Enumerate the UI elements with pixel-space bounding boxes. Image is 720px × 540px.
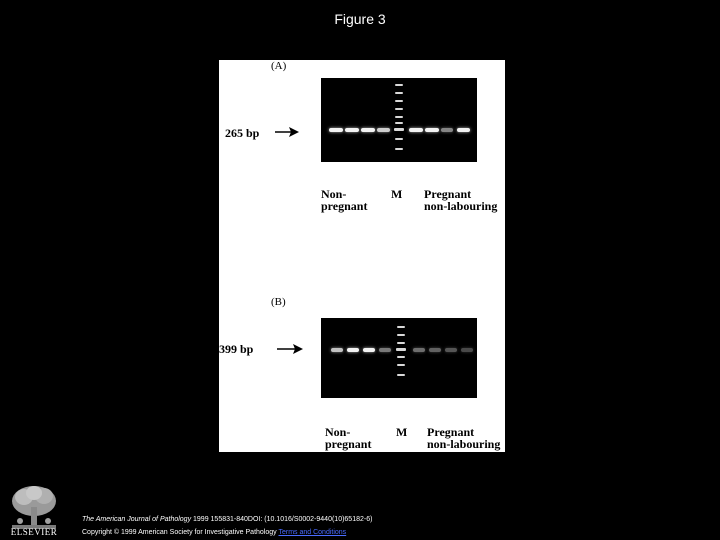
band-b-lane-8 bbox=[461, 348, 473, 352]
ladder-a-6 bbox=[395, 122, 403, 124]
group-label-b-left-line1: Non- bbox=[325, 425, 351, 439]
group-label-a-right-line1: Pregnant bbox=[424, 187, 472, 201]
group-label-a-nonpregnant bbox=[321, 188, 367, 212]
marker-label-a: M bbox=[391, 187, 403, 201]
band-b-lane-6 bbox=[429, 348, 441, 352]
ladder-b-7 bbox=[397, 374, 405, 376]
group-label-b-pregnant bbox=[427, 426, 500, 450]
band-b-lane-5 bbox=[413, 348, 425, 352]
band-a-lane-8 bbox=[457, 128, 470, 132]
band-b-lane-2 bbox=[347, 348, 359, 352]
band-a-lane-6 bbox=[425, 128, 439, 132]
group-label-a-left-line2: pregnant bbox=[321, 199, 368, 213]
band-a-lane-7 bbox=[441, 128, 453, 132]
copyright-line bbox=[82, 529, 346, 536]
group-label-a-right-line2: non-labouring bbox=[424, 199, 498, 213]
group-label-a-pregnant bbox=[424, 188, 497, 212]
ladder-a-2 bbox=[395, 92, 403, 94]
ladder-b-2 bbox=[397, 334, 405, 336]
gel-a bbox=[321, 78, 477, 162]
band-a-lane-5 bbox=[409, 128, 423, 132]
panel-b-label: (B) bbox=[271, 296, 286, 308]
arrow-b-icon bbox=[277, 344, 303, 354]
band-b-lane-7 bbox=[445, 348, 457, 352]
ladder-a-4 bbox=[395, 108, 403, 110]
band-a-lane-4 bbox=[377, 128, 390, 132]
ladder-b-6 bbox=[397, 364, 405, 366]
journal-name: The American Journal of Pathology bbox=[82, 516, 192, 523]
band-size-label-b: 399 bp bbox=[219, 342, 254, 356]
ladder-b-4 bbox=[396, 348, 406, 351]
terms-link[interactable]: Terms and Conditions bbox=[278, 529, 347, 536]
gel-b bbox=[321, 318, 477, 398]
band-b-lane-1 bbox=[331, 348, 343, 352]
figure-panel bbox=[219, 60, 505, 452]
ladder-b-3 bbox=[397, 342, 405, 344]
ladder-a-8 bbox=[395, 138, 403, 140]
band-size-label-a: 265 bp bbox=[225, 126, 260, 140]
group-label-b-right-line2: non-labouring bbox=[427, 437, 501, 451]
ladder-b-1 bbox=[397, 326, 405, 328]
marker-label-b: M bbox=[396, 425, 408, 439]
group-label-b-nonpregnant bbox=[325, 426, 371, 450]
slide-title: Figure 3 bbox=[334, 11, 386, 27]
copyright-text: Copyright © 1999 American Society for Investigative Pathology bbox=[82, 529, 277, 536]
ladder-a-1 bbox=[395, 84, 403, 86]
group-label-b-right-line1: Pregnant bbox=[427, 425, 475, 439]
publisher-logo-text: ELSEVIER bbox=[10, 527, 58, 537]
citation-details: 1999 155831-840DOI: (10.1016/S0002-9440(10)65182-6) bbox=[191, 516, 373, 523]
group-label-a-left-line1: Non- bbox=[321, 187, 347, 201]
arrow-a-icon bbox=[275, 127, 299, 137]
band-a-lane-2 bbox=[345, 128, 359, 132]
band-b-lane-4 bbox=[379, 348, 391, 352]
panel-a-label: (A) bbox=[271, 60, 287, 72]
citation-line bbox=[82, 516, 372, 523]
ladder-a-5 bbox=[395, 116, 403, 118]
ladder-a-3 bbox=[395, 100, 403, 102]
ladder-b-5 bbox=[397, 356, 405, 358]
band-b-lane-3 bbox=[363, 348, 375, 352]
ladder-a-7 bbox=[394, 128, 404, 131]
ladder-a-9 bbox=[395, 148, 403, 150]
band-a-lane-3 bbox=[361, 128, 375, 132]
group-label-b-left-line2: pregnant bbox=[325, 437, 372, 451]
band-a-lane-1 bbox=[329, 128, 343, 132]
